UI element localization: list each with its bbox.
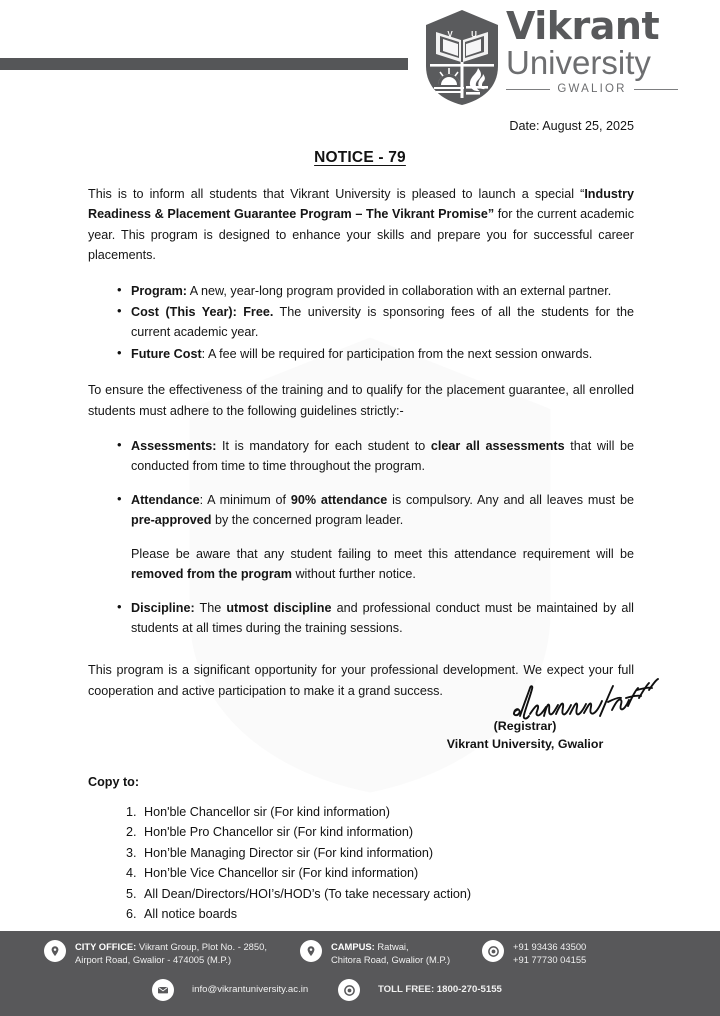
guidelines-intro-paragraph: To ensure the effectiveness of the training and to qualify for the placement guarantee, all enrolled students must adhere to the following guidelines strictly:- [88, 383, 634, 418]
attendance-bold-b: pre-approved [131, 513, 212, 528]
closing-paragraph: This program is a significant opportunity for your professional development. We expect your full cooperation and active participation to make it a grand success. [88, 663, 634, 698]
attendance-text-b: is compulsory. Any and all leaves must be [387, 492, 634, 507]
copy-to-heading: Copy to: [88, 775, 140, 789]
svg-text:V: V [447, 30, 453, 39]
footer-city-office-text [75, 940, 267, 966]
list-item: 6. All notice boards [140, 904, 471, 924]
signature-designation: (Registrar) [493, 719, 557, 733]
list-item-assessments [118, 436, 634, 477]
assessments-text-a: It is mandatory for each student to [216, 439, 431, 454]
intro-part2: for the current academic year. This program is designed to enhance your skills and prepare you for successful career placements. [88, 207, 634, 263]
discipline-text-b: and professional conduct must be maintained by all students at all times during the training sessions. [131, 600, 634, 635]
university-logo [424, 6, 674, 114]
list-item: 4. Hon’ble Vice Chancellor sir (For kind information) [140, 863, 471, 883]
assessments-text-b: that will be conducted from time to time throughout the program. [131, 439, 635, 474]
footer-email[interactable] [152, 979, 308, 1001]
attendance-warning-paragraph [131, 544, 634, 585]
signature-institution: Vikrant University, Gwalior [446, 737, 604, 751]
guideline-label-assessments: Assessments: [131, 439, 217, 454]
list-item: 5. All Dean/Directors/HOI’s/HOD’s (To take necessary action) [140, 884, 471, 904]
attendance-sub-b: without further notice. [291, 567, 416, 582]
highlights-list [88, 281, 634, 365]
notice-title-text: NOTICE - 79 [314, 149, 406, 166]
page-title [0, 149, 720, 167]
list-item [118, 344, 634, 364]
phone-icon [338, 979, 360, 1001]
list-item-attendance [118, 490, 634, 585]
intro-bold: Industry Readiness & Placement Guarantee Program – The Vikrant Promise” [88, 187, 634, 222]
document-body [88, 184, 634, 701]
copy-to-list [116, 802, 471, 924]
footer-city-office [44, 940, 267, 966]
footer-email-text: info@vikrantuniversity.ac.in [192, 983, 309, 995]
footer-campus-label: CAMPUS: [331, 941, 375, 952]
assessments-bold-a: clear all assessments [430, 439, 565, 454]
intro-paragraph [88, 184, 634, 266]
location-pin-icon [300, 940, 322, 962]
footer-phone-text [513, 940, 586, 966]
logo-line-vikrant: Vikrant [506, 4, 660, 48]
logo-line-university: University [506, 44, 651, 81]
list-item: 2. Hon'ble Pro Chancellor sir (For kind information) [140, 822, 471, 842]
highlight-label: Cost (This Year): Free. [131, 305, 274, 320]
discipline-bold-a: utmost discipline [226, 600, 332, 615]
footer-phone-line1: +91 93436 43500 [513, 941, 587, 952]
document-header [0, 0, 720, 120]
logo-wordmark [506, 6, 676, 95]
guideline-label-discipline: Discipline: [131, 600, 195, 615]
discipline-text-a: The [194, 600, 227, 615]
logo-line-gwalior: GWALIOR [557, 83, 627, 95]
document-date: Date: August 25, 2025 [509, 119, 634, 133]
guidelines-list [88, 436, 634, 638]
attendance-text-a: : A minimum of [199, 492, 291, 507]
intro-part1: This is to inform all students that Vikrant University is pleased to launch a special “ [88, 187, 585, 201]
shield-book-flame-emblem-icon [424, 8, 500, 108]
footer-phone-line2: +91 77730 04155 [513, 953, 587, 965]
location-pin-icon [44, 940, 66, 962]
footer-toll-free-text: TOLL FREE: 1800-270-5155 [378, 983, 502, 995]
attendance-bold-a: 90% attendance [290, 492, 388, 507]
guideline-label-attendance: Attendance [131, 492, 200, 507]
header-accent-bar [0, 58, 408, 70]
footer-campus-line2: Chitora Road, Gwalior (M.P.) [331, 953, 451, 965]
logo-line-gwalior-row [506, 83, 678, 95]
attendance-sub-a: Please be aware that any student failing to meet this attendance requirement will be [131, 546, 634, 561]
attendance-text-c: by the concerned program leader. [211, 513, 404, 528]
svg-text:U: U [471, 30, 477, 39]
logo-rule-left [506, 89, 550, 90]
footer-phone [482, 940, 586, 966]
list-item [118, 281, 634, 301]
footer-city-label: CITY OFFICE: [75, 941, 137, 952]
envelope-icon [152, 979, 174, 1001]
highlight-text: A new, year-long program provided in collaboration with an external partner. [186, 283, 612, 298]
list-item [118, 302, 634, 343]
highlight-text: : A fee will be required for participation from the next session onwards. [201, 346, 593, 361]
footer-city-line1: Vikrant Group, Plot No. - 2850, [136, 941, 267, 952]
footer-toll-free[interactable] [338, 979, 502, 1001]
list-item: 3. Hon’ble Managing Director sir (For kind information) [140, 843, 471, 863]
list-item-discipline [118, 598, 634, 639]
logo-rule-right [634, 89, 678, 90]
attendance-sub-bold: removed from the program [131, 567, 292, 582]
footer-campus [300, 940, 450, 966]
phone-icon [482, 940, 504, 962]
highlight-text: The university is sponsoring fees of all the students for the current academic year. [131, 305, 634, 340]
footer-campus-line1: Ratwai, [374, 941, 409, 952]
highlight-label: Program: [131, 283, 187, 298]
highlight-label: Future Cost [131, 346, 202, 361]
footer-campus-text [331, 940, 450, 966]
footer-city-line2: Airport Road, Gwalior - 474005 (M.P.) [75, 953, 232, 965]
list-item: 1. Hon'ble Chancellor sir (For kind information) [140, 802, 471, 822]
